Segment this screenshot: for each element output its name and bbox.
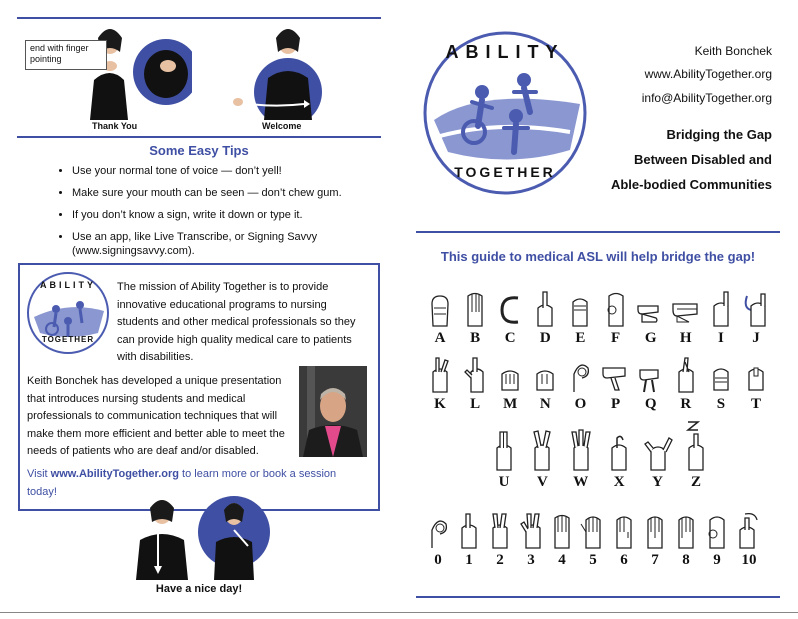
asl-letter-p <box>600 356 632 413</box>
asl-letter-n <box>529 356 561 413</box>
asl-letter-z <box>680 420 712 491</box>
asl-number-5 <box>579 512 607 569</box>
nice-day-caption: Have a nice day! <box>155 583 243 595</box>
visit-prefix: Visit <box>27 468 51 480</box>
hand-icon <box>674 356 698 394</box>
hand-icon <box>709 356 733 394</box>
asl-number-3 <box>517 512 545 569</box>
asl-number-9 <box>703 512 731 569</box>
letter-label: Y <box>652 474 663 490</box>
asl-number-6 <box>610 512 638 569</box>
bio-text: Keith Bonchek has developed a unique presentation that introduces nursing students and medical professionals to communication techniques that will make them more efficient and better able to meet the needs of patients who are deaf and/or disabled. <box>27 375 285 457</box>
hand-icon <box>569 420 593 472</box>
visit-link[interactable]: www.AbilityTogether.org <box>50 468 179 480</box>
asl-letter-x <box>603 420 635 491</box>
hand-icon <box>741 290 771 328</box>
number-label: 7 <box>651 552 659 568</box>
contact-name: Keith Bonchek <box>694 44 772 58</box>
asl-letter-i <box>705 290 737 347</box>
asl-letter-a <box>424 290 456 347</box>
number-label: 4 <box>558 552 566 568</box>
mission-logo-top: ABILITY <box>40 280 96 290</box>
asl-number-4 <box>548 512 576 569</box>
number-label: 1 <box>465 552 473 568</box>
guide-title: This guide to medical ASL will help bridge the gap! <box>440 249 756 264</box>
letter-label: R <box>680 396 692 412</box>
hand-icon <box>643 420 673 472</box>
letter-label: X <box>613 474 625 490</box>
hand-icon <box>533 290 557 328</box>
alphabet-row-1 <box>424 290 772 347</box>
contact-web[interactable]: www.AbilityTogether.org <box>644 67 772 81</box>
right-bottom-rule <box>416 596 780 598</box>
hand-icon <box>492 420 516 472</box>
number-label: 2 <box>496 552 504 568</box>
asl-letter-v <box>526 420 558 491</box>
asl-letter-r <box>670 356 702 413</box>
left-mid-rule <box>17 136 381 138</box>
thank-you-caption: Thank You <box>92 121 138 131</box>
letter-label: B <box>470 330 481 346</box>
main-logo-top: ABILITY <box>445 42 565 62</box>
mission-text: The mission of Ability Together is to provide innovative educational programs to nursing students and other medical professionals so they can provide high quality medical care to patients with disabilities. <box>117 281 356 363</box>
letter-label: N <box>539 396 551 412</box>
asl-letter-c <box>494 290 526 347</box>
letter-label: Q <box>644 396 657 412</box>
tip-item: • Make sure your mouth can be seen — don’t chew gum. <box>72 186 354 200</box>
welcome-photo <box>230 22 330 120</box>
letter-label: T <box>750 396 761 412</box>
hand-icon <box>636 290 666 328</box>
nice-day-sign-image <box>130 494 270 580</box>
letter-label: S <box>716 396 726 412</box>
hand-icon <box>550 512 574 550</box>
asl-letter-l <box>459 356 491 413</box>
asl-letter-b <box>459 290 491 347</box>
letter-label: H <box>679 330 692 346</box>
hand-icon <box>612 512 636 550</box>
hand-icon <box>498 356 522 394</box>
keith-photo <box>299 366 367 457</box>
number-label: 0 <box>434 552 442 568</box>
asl-letter-j <box>740 290 772 347</box>
asl-letter-s <box>705 356 737 413</box>
right-top-rule <box>416 231 780 233</box>
hand-icon <box>426 512 450 550</box>
nice-day-photo <box>130 494 270 580</box>
tip-item: • Use your normal tone of voice — don’t yell! <box>72 164 354 178</box>
number-label: 10 <box>741 552 757 568</box>
number-label: 5 <box>589 552 597 568</box>
tips-list <box>54 164 354 266</box>
visit-suffix: to learn more or book a session today! <box>27 468 337 498</box>
asl-letter-u <box>488 420 520 491</box>
letter-label: Z <box>690 474 701 490</box>
hand-icon <box>684 420 708 472</box>
tip-item: • If you don’t know a sign, write it down or type it. <box>72 208 354 222</box>
asl-number-8 <box>672 512 700 569</box>
hand-icon <box>519 512 543 550</box>
asl-letter-y <box>642 420 674 491</box>
hand-icon <box>428 290 452 328</box>
asl-letter-o <box>564 356 596 413</box>
tip-item: • Use an app, like Live Transcribe, or Signing Savvy (www.signingsavvy.com). <box>72 230 354 258</box>
hand-icon <box>643 512 667 550</box>
hand-icon <box>601 356 631 394</box>
letter-label: E <box>575 330 586 346</box>
asl-letter-w <box>565 420 597 491</box>
main-logo-bottom: TOGETHER <box>454 164 556 180</box>
hand-icon <box>463 290 487 328</box>
hand-icon <box>705 512 729 550</box>
thank-you-photo <box>80 22 192 120</box>
hand-icon <box>604 290 628 328</box>
alphabet-row-2 <box>424 356 772 413</box>
mission-logo-bottom: TOGETHER <box>41 335 95 344</box>
hand-icon <box>428 356 452 394</box>
letter-label: F <box>610 330 621 346</box>
letter-label: M <box>503 396 518 412</box>
number-label: 9 <box>713 552 721 568</box>
letter-label: W <box>573 474 589 490</box>
letter-label: U <box>498 474 510 490</box>
welcome-caption: Welcome <box>262 121 302 131</box>
letter-label: I <box>717 330 724 346</box>
asl-letter-g <box>635 290 667 347</box>
hand-icon <box>463 356 487 394</box>
main-logo <box>420 28 590 198</box>
hand-icon <box>671 290 701 328</box>
hand-icon <box>568 290 592 328</box>
asl-letter-d <box>529 290 561 347</box>
letter-label: O <box>574 396 587 412</box>
asl-letter-m <box>494 356 526 413</box>
number-label: 8 <box>682 552 690 568</box>
numbers-row <box>424 512 764 569</box>
fold-line <box>0 612 798 613</box>
left-top-rule <box>17 17 381 19</box>
hand-icon <box>457 512 481 550</box>
tips-title: Some Easy Tips <box>149 143 249 158</box>
hand-icon <box>709 290 733 328</box>
letter-label: K <box>434 396 446 412</box>
hand-icon <box>580 512 606 550</box>
asl-number-1 <box>455 512 483 569</box>
letter-label: C <box>504 330 516 346</box>
alphabet-row-3 <box>488 420 712 491</box>
asl-number-0 <box>424 512 452 569</box>
tagline-line-1: Bridging the Gap <box>666 127 772 142</box>
hand-icon <box>488 512 512 550</box>
hand-icon <box>674 512 698 550</box>
letter-label: G <box>644 330 657 346</box>
tagline-line-3: Able-bodied Communities <box>610 177 772 192</box>
keith-portrait <box>299 366 367 457</box>
thank-you-note-box: end with finger pointing <box>25 40 107 70</box>
thank-you-sign-image <box>80 22 192 120</box>
hand-icon <box>744 356 768 394</box>
letter-label: A <box>434 330 446 346</box>
letter-label: L <box>470 396 481 412</box>
asl-number-2 <box>486 512 514 569</box>
letter-label: D <box>539 330 551 346</box>
mission-logo <box>26 271 110 355</box>
tagline-line-2: Between Disabled and <box>634 152 772 167</box>
asl-letter-t <box>740 356 772 413</box>
letter-label: J <box>752 330 760 346</box>
hand-icon <box>636 356 666 394</box>
hand-icon <box>607 420 631 472</box>
contact-email[interactable]: info@AbilityTogether.org <box>641 91 772 105</box>
hand-icon <box>498 290 522 328</box>
hand-icon <box>568 356 592 394</box>
hand-icon <box>530 420 554 472</box>
hand-icon <box>533 356 557 394</box>
letter-label: P <box>610 396 621 412</box>
asl-letter-k <box>424 356 456 413</box>
number-label: 3 <box>527 552 535 568</box>
asl-letter-e <box>564 290 596 347</box>
number-label: 6 <box>620 552 628 568</box>
asl-letter-f <box>600 290 632 347</box>
asl-letter-q <box>635 356 667 413</box>
asl-number-10 <box>734 512 764 569</box>
hand-icon <box>735 512 763 550</box>
letter-label: V <box>536 474 548 490</box>
asl-number-7 <box>641 512 669 569</box>
asl-letter-h <box>670 290 702 347</box>
welcome-sign-image <box>230 22 330 120</box>
